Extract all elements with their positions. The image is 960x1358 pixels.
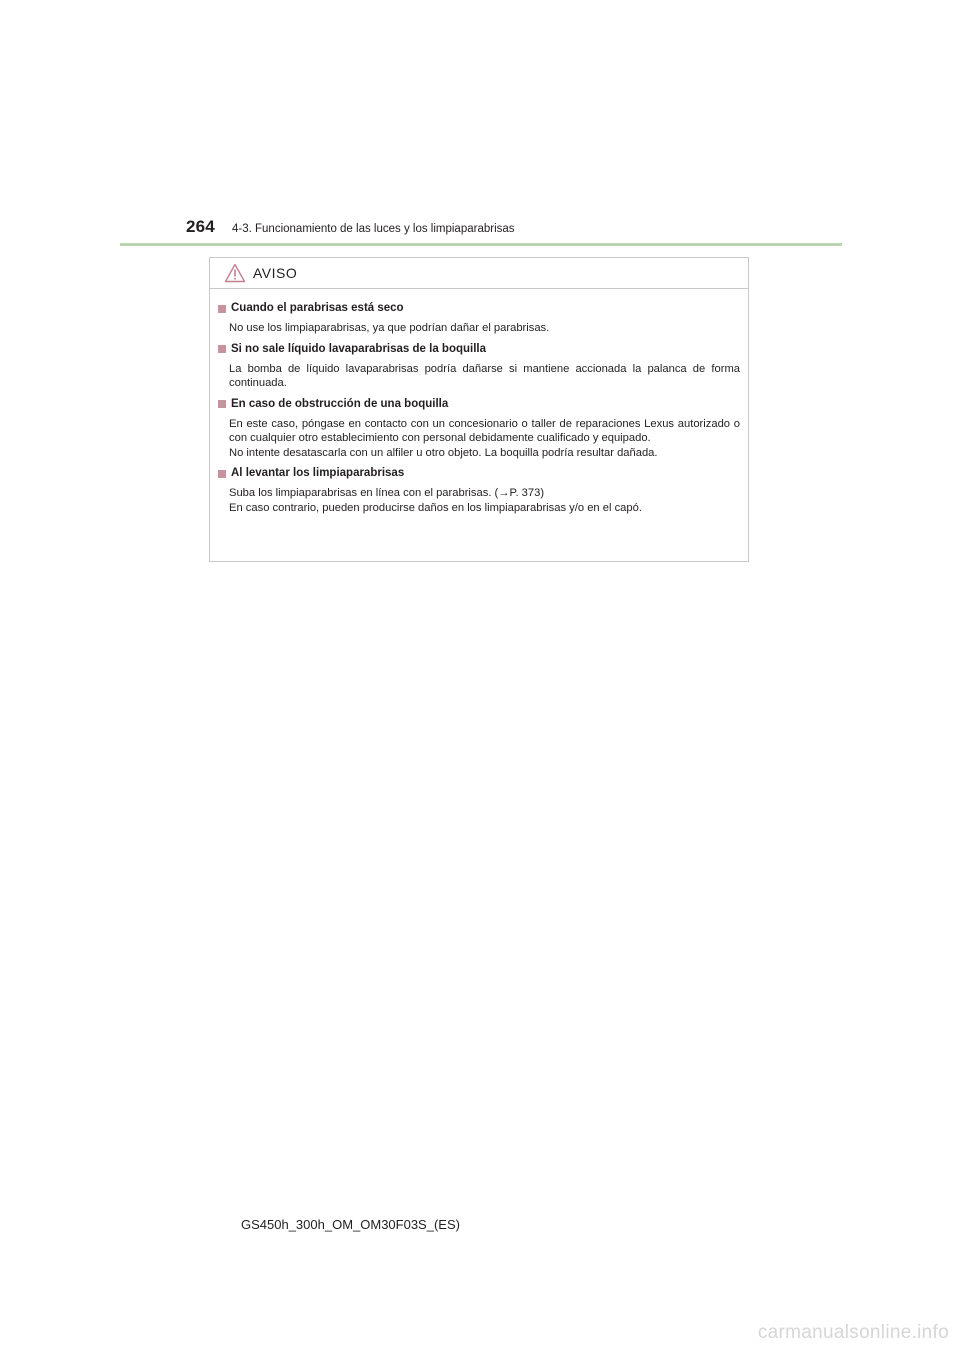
item-heading-text: En caso de obstrucción de una boquilla xyxy=(231,397,449,410)
item-heading-text: Si no sale líquido lavaparabrisas de la boquilla xyxy=(231,342,486,355)
warning-label: AVISO xyxy=(253,265,298,281)
item-heading xyxy=(218,342,740,357)
warning-body xyxy=(210,289,748,515)
warning-item xyxy=(218,301,740,336)
item-line: En este caso, póngase en contacto con un concesionario o taller de reparaciones Lexus autorizado o con cualquier otro establecimiento con personal debidamente cualificado y equipado. xyxy=(229,417,740,444)
warning-header xyxy=(210,258,748,289)
warning-triangle-icon xyxy=(224,263,246,283)
page-number: 264 xyxy=(186,217,215,236)
square-bullet-icon xyxy=(218,345,226,353)
header-rule xyxy=(120,243,842,246)
section-title: 4-3. Funcionamiento de las luces y los limpiaparabrisas xyxy=(232,223,515,235)
item-heading xyxy=(218,397,740,412)
item-heading xyxy=(218,301,740,316)
item-line: No intente desatascarla con un alfiler u otro objeto. La boquilla podría resultar dañada. xyxy=(229,446,658,459)
warning-item xyxy=(218,397,740,461)
square-bullet-icon xyxy=(218,305,226,313)
item-text xyxy=(218,417,740,461)
item-text xyxy=(218,321,740,336)
warning-item xyxy=(218,342,740,391)
warning-item xyxy=(218,466,740,515)
item-line: La bomba de líquido lavaparabrisas podría dañarse si mantiene accionada la palanca de forma continuada. xyxy=(229,362,740,389)
item-text xyxy=(218,362,740,391)
watermark: carmanualsonline.info xyxy=(757,1322,949,1343)
item-line: Suba los limpiaparabrisas en línea con el parabrisas. (→P. 373) xyxy=(229,487,545,499)
item-heading-text: Al levantar los limpiaparabrisas xyxy=(231,467,405,479)
footer-code: GS450h_300h_OM_OM30F03S_(ES) xyxy=(241,1217,460,1232)
item-heading-text: Cuando el parabrisas está seco xyxy=(231,302,404,314)
item-line: No use los limpiaparabrisas, ya que podrían dañar el parabrisas. xyxy=(229,322,550,334)
square-bullet-icon xyxy=(218,400,226,408)
warning-box xyxy=(209,257,749,562)
item-text xyxy=(218,486,740,515)
item-heading xyxy=(218,466,740,481)
item-line: En caso contrario, pueden producirse daños en los limpiaparabrisas y/o en el capó. xyxy=(229,501,642,514)
square-bullet-icon xyxy=(218,470,226,478)
